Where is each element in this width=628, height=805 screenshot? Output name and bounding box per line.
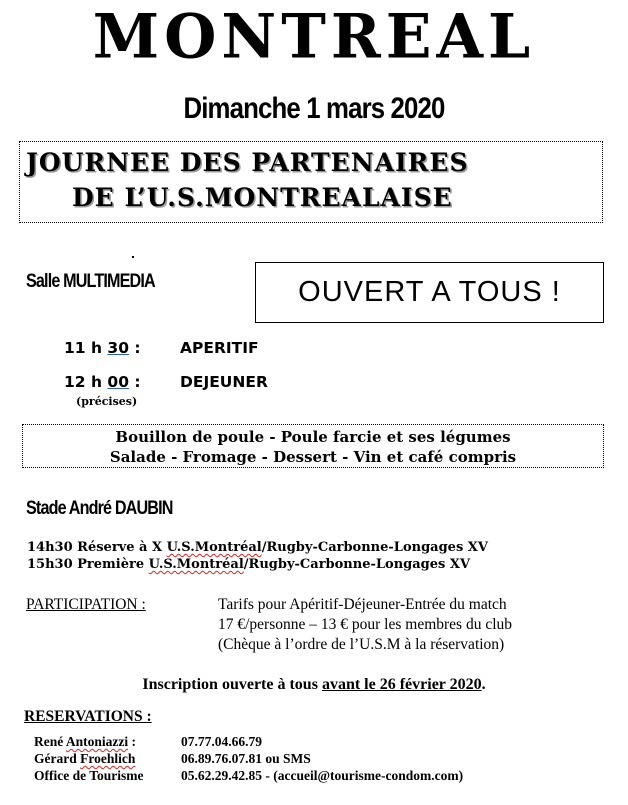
inscription-deadline: avant le 26 février 2020 <box>321 676 482 693</box>
contact-last: Froehlich <box>80 751 136 766</box>
menu-line2: Salade - Fromage - Dessert - Vin et café compris <box>109 448 517 466</box>
schedule-separator: : <box>128 339 141 357</box>
venue-salle-multimedia: Salle MULTIMEDIA <box>26 271 155 292</box>
inscription-suffix: . <box>481 676 486 693</box>
contact-first: Gérard <box>34 751 81 766</box>
match-reserve <box>27 540 488 555</box>
page-title: MONTREAL <box>92 1 536 73</box>
participation-line-prix: 17 €/personne – 13 € pour les membres du club <box>218 616 513 633</box>
contact-after: : <box>128 734 136 749</box>
ouvert-a-tous-box <box>255 262 604 323</box>
match-premiere <box>27 557 470 572</box>
contact-first: René <box>34 734 66 749</box>
contact-name-froehlich <box>34 751 135 767</box>
contact-last: Antoniazzi <box>65 734 129 749</box>
participation-line-cheque: (Chèque à l’ordre de l’U.S.M à la réservation) <box>218 636 505 653</box>
match-prefix: 14h30 Réserve à X <box>27 540 167 555</box>
participation-heading: PARTICIPATION : <box>26 596 146 613</box>
ouvert-a-tous-text: OUVERT A TOUS ! <box>298 276 561 308</box>
schedule-time-aperitif <box>64 339 141 357</box>
schedule-note-precises: (précises) <box>76 395 138 408</box>
match-team: U.S.Montréal <box>166 540 262 555</box>
stray-dot <box>132 256 134 258</box>
match-prefix: 15h30 Première <box>27 557 149 572</box>
menu-box <box>22 424 604 468</box>
participation-line-tarifs: Tarifs pour Apéritif-Déjeuner-Entrée du match <box>218 596 507 613</box>
schedule-time-dejeuner <box>64 373 141 391</box>
schedule-hour: 12 h <box>64 373 108 391</box>
match-suffix: /Rugby-Carbonne-Longages XV <box>243 557 471 572</box>
inscription-notice <box>0 676 628 694</box>
event-date: Dimanche 1 mars 2020 <box>183 92 445 125</box>
contact-phone-antoniazzi: 07.77.04.66.79 <box>181 734 262 749</box>
match-suffix: /Rugby-Carbonne-Longages XV <box>261 540 488 555</box>
venue-stade: Stade André DAUBIN <box>26 498 173 519</box>
schedule-minutes: 00 <box>107 373 129 391</box>
schedule-separator: : <box>128 373 141 391</box>
reservations-heading: RESERVATIONS : <box>24 708 152 725</box>
journee-title-line1: JOURNEE DES PARTENAIRES <box>26 148 469 177</box>
contact-name-office: Office de Tourisme <box>34 768 144 783</box>
contact-name-antoniazzi <box>34 734 136 750</box>
schedule-label-aperitif: APERITIF <box>180 339 259 357</box>
schedule-label-dejeuner: DEJEUNER <box>180 373 268 391</box>
contact-phone-office: 05.62.29.42.85 - (accueil@tourisme-condom.com) <box>181 768 464 783</box>
inscription-prefix: Inscription ouverte à tous <box>142 676 322 693</box>
menu-line1: Bouillon de poule - Poule farcie et ses légumes <box>115 428 511 446</box>
journee-title-line2: DE L’U.S.MONTREALAISE <box>72 183 453 212</box>
match-team: U.S.Montréal <box>148 557 244 572</box>
schedule-minutes: 30 <box>107 339 129 357</box>
schedule-hour: 11 h <box>64 339 108 357</box>
contact-phone-froehlich: 06.89.76.07.81 ou SMS <box>181 751 311 766</box>
